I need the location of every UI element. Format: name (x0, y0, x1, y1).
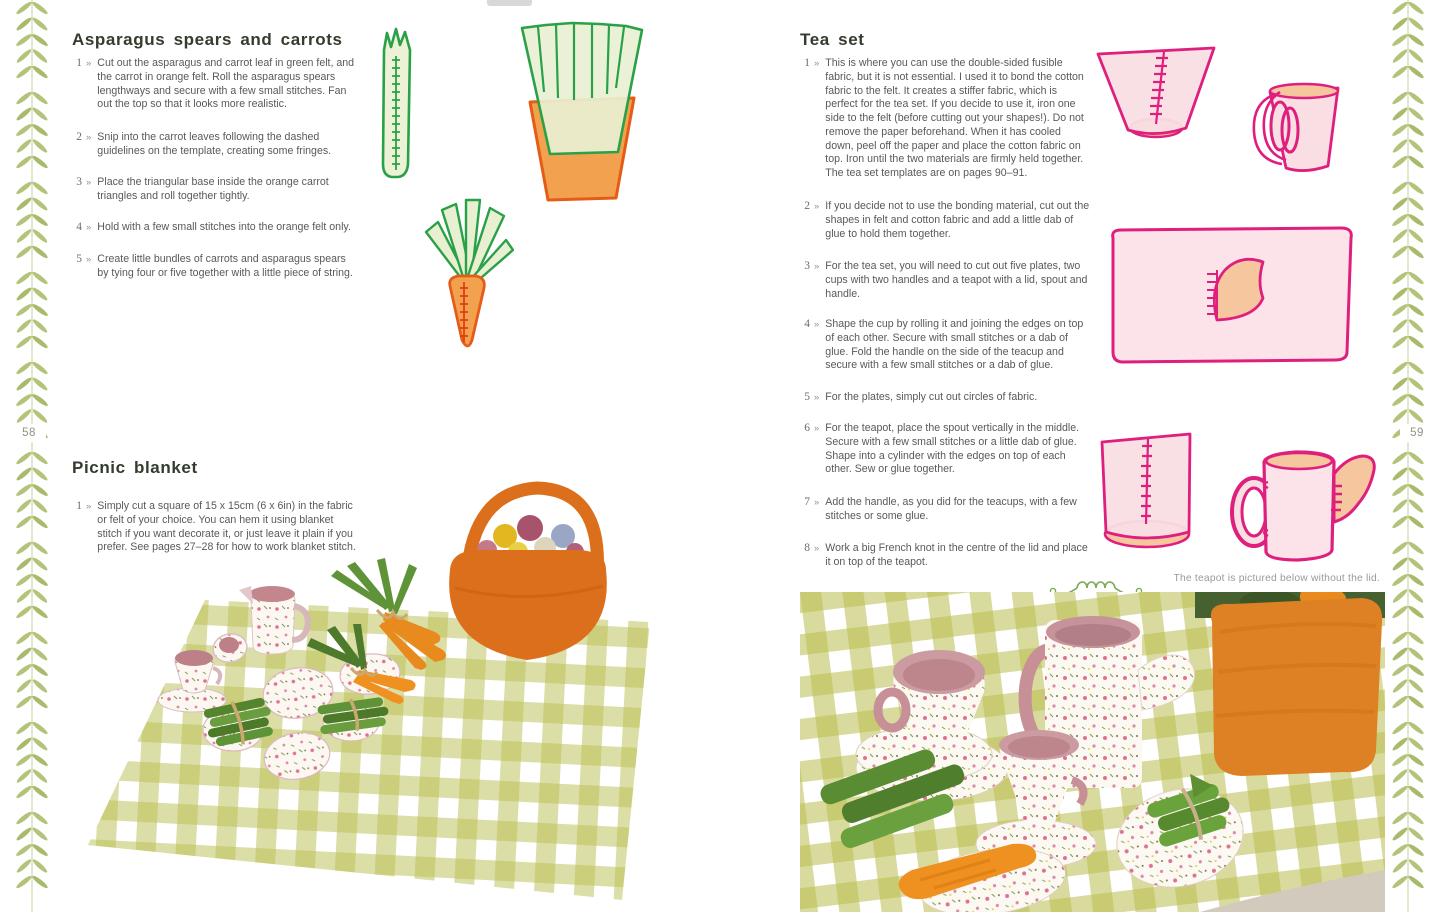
step-number: 3 (76, 176, 82, 188)
step-number: 6 (804, 422, 810, 434)
step-text: Work a big French knot in the centre of the lid and place it on top of the teapot. (825, 542, 1088, 568)
step-text: Snip into the carrot leaves following the dashed guidelines on the template, creating some fringes. (97, 131, 332, 157)
fringed-carrot-top-drawing (512, 20, 652, 210)
step-number: 7 (804, 496, 810, 508)
step-item (800, 57, 1091, 181)
step-marker-icon: » (814, 392, 820, 403)
step-marker-icon: » (86, 58, 92, 69)
picnic-blanket-photo (75, 478, 660, 908)
step-item (72, 57, 359, 112)
finished-carrot-drawing (414, 170, 514, 356)
step-number: 5 (804, 391, 810, 403)
step-text: Simply cut a square of 15 x 15cm (6 x 6in) in the fabric or felt of your choice. You can hem it using blanket stitch if you want decorate it, or just leave it plain if you prefer. See pages 27–28 for how to work blanket stitch. (97, 500, 356, 554)
stitched-cup-drawing (1090, 40, 1222, 142)
page-number-left: 58 (12, 424, 46, 442)
step-marker-icon: » (86, 254, 92, 265)
step-marker-icon: » (86, 222, 92, 233)
step-marker-icon: » (814, 58, 820, 69)
rolled-cup-drawing (1090, 424, 1205, 552)
step-number: 2 (804, 200, 810, 212)
step-text: Shape the cup by rolling it and joining the edges on top of each other. Secure with small stitches or a dab of glue. Fold the handle on the side of the teacup and secure with a few small stitches or a dab of glue. (825, 318, 1084, 372)
step-text: If you decide not to use the bonding material, cut out the shapes in felt and cotton fabric and add a little dab of glue to hold them together. (825, 200, 1090, 240)
section-title-asparagus: Asparagus spears and carrots (72, 30, 343, 49)
step-item (800, 200, 1091, 241)
step-marker-icon: » (814, 261, 820, 272)
step-marker-icon: » (814, 497, 820, 508)
step-marker-icon: » (814, 423, 820, 434)
step-item (72, 176, 359, 204)
step-number: 8 (804, 542, 810, 554)
step-text: Cut out the asparagus and carrot leaf in green felt, and the carrot in orange felt. Roll the asparagus spears lengthways and secure with a few small stitches. Fan out the top so that it looks more realistic. (97, 57, 355, 111)
step-marker-icon: » (86, 501, 92, 512)
step-marker-icon: » (86, 177, 92, 188)
step-text: Create little bundles of carrots and asparagus spears by tying four or five together with a little piece of string. (97, 253, 353, 279)
step-text: For the tea set, you will need to cut out five plates, two cups with two handles and a teapot with a lid, spout and handle. (825, 260, 1088, 300)
teapot-without-lid-drawing (1206, 446, 1381, 568)
step-text: Place the triangular base inside the orange carrot triangles and roll together tightly. (97, 176, 329, 202)
step-item (72, 253, 359, 281)
step-number: 1 (804, 57, 810, 69)
step-marker-icon: » (814, 319, 820, 330)
step-item (800, 496, 1091, 524)
step-item (800, 422, 1091, 477)
step-item (72, 221, 359, 235)
step-number: 5 (76, 253, 82, 265)
step-number: 2 (76, 131, 82, 143)
tea-set-photo (800, 592, 1385, 912)
step-text: For the plates, simply cut out circles of fabric. (825, 391, 1038, 403)
step-marker-icon: » (86, 132, 92, 143)
step-number: 4 (804, 318, 810, 330)
step-text: For the teapot, place the spout vertically in the middle. Secure with a few small stitches or a little dab of glue. Shape into a cylinder with the edges on top of each other. Sew or glue together. (825, 422, 1080, 476)
step-marker-icon: » (814, 201, 820, 212)
step-item (800, 542, 1091, 570)
section-title-picnic-blanket: Picnic blanket (72, 458, 198, 477)
step-number: 1 (76, 57, 82, 69)
step-number: 1 (76, 500, 82, 512)
rolled-asparagus-spear-drawing (372, 24, 422, 186)
teacup-with-handle-drawing (1246, 78, 1344, 182)
binding-mark (487, 0, 532, 6)
step-item (800, 391, 1091, 405)
step-marker-icon: » (814, 543, 820, 554)
step-item (800, 260, 1091, 301)
step-number: 3 (804, 260, 810, 272)
page-number-right: 59 (1400, 424, 1434, 442)
step-text: This is where you can use the double-sided fusible fabric, but it is not essential. I used it to bond the cotton fabric to the felt. It creates a stiffer fabric, which is perfect for the tea set. If you decide to use it, iron one side to the felt (before cutting out your shapes!). Do not remove the paper beforehand. When it has cooled down, peel off the paper and place the cotton fabric on top. Iron until the two materials are firmly held together. The tea set templates are on pages 90–91. (825, 57, 1084, 180)
photo-caption: The teapot is pictured below without the lid. (1173, 573, 1380, 584)
step-text: Hold with a few small stitches into the orange felt only. (97, 221, 351, 233)
teapot-body-with-spout-drawing (1105, 224, 1357, 366)
section-title-tea-set: Tea set (800, 30, 865, 49)
laurel-vine-right-icon (1390, 0, 1430, 912)
laurel-vine-left-icon (14, 0, 54, 912)
step-item (800, 318, 1091, 373)
step-number: 4 (76, 221, 82, 233)
step-text: Add the handle, as you did for the teacups, with a few stitches or some glue. (825, 496, 1077, 522)
step-item (72, 131, 359, 159)
